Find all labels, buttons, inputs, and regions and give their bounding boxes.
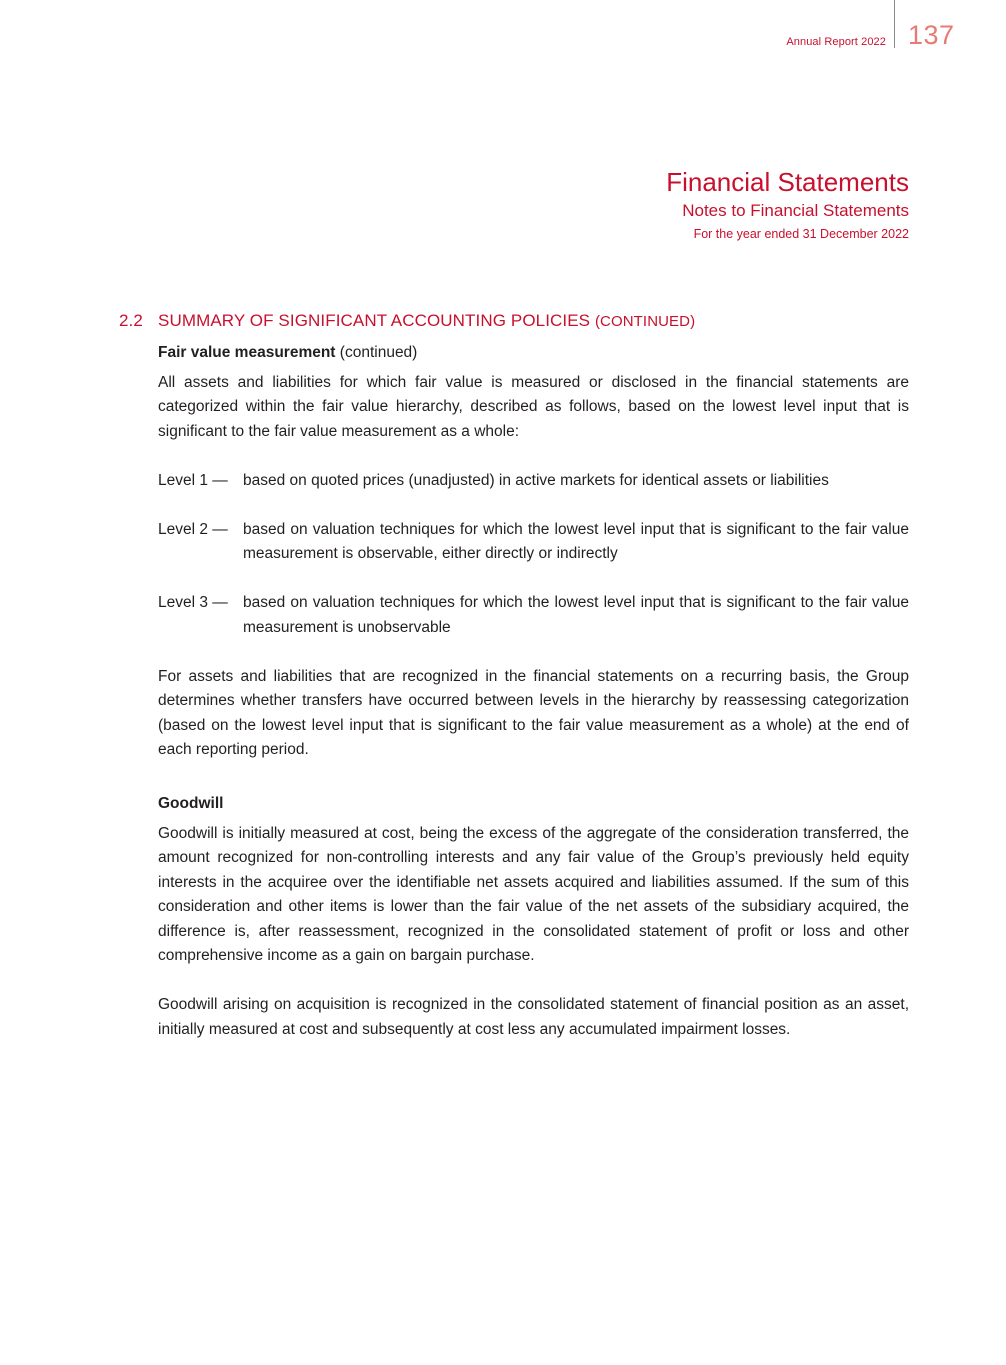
- section-number: 2.2: [119, 311, 143, 330]
- goodwill-subheading-title: Goodwill: [158, 795, 224, 812]
- annual-report-label: Annual Report 2022: [786, 36, 886, 48]
- goodwill-paragraph-2: Goodwill arising on acquisition is recognized in the consolidated statement of financial position as an asset, initially measured at cost and subsequently at cost less any accumulated impairment losses.: [158, 996, 909, 1038]
- page-title: Financial Statements: [666, 167, 909, 197]
- header-divider: [894, 0, 895, 48]
- fair-value-subheading-suffix: (continued): [339, 344, 418, 361]
- fair-value-subheading-title: Fair value measurement: [158, 344, 336, 361]
- fair-value-intro: All assets and liabilities for which fair value is measured or disclosed in the financial statements are categorized within the fair value hierarchy, described as follows, based on the lowest level input that is significant to the fair value measurement as a whole:: [158, 373, 909, 440]
- level-label: Level 2 —: [158, 520, 228, 538]
- recurring-basis-paragraph: For assets and liabilities that are recognized in the financial statements on a recurring basis, the Group determines whether transfers have occurred between levels in the hierarchy by reassessing categorization (based on the lowest level input that is significant to the fair value measurement as a whole) at the end of each reporting period.: [158, 667, 909, 758]
- goodwill-paragraph-1: Goodwill is initially measured at cost, being the excess of the aggregate of the consideration transferred, the amount recognized for non-controlling interests and any fair value of the Group’s previously held equity interests in the acquiree over the identifiable net assets acquired and liabilities assumed. If the sum of this consideration and other items is lower than the fair value of the net assets of the subsidiary acquired, the difference is, after reassessment, recognized in the consolidated statement of profit or loss and other comprehensive income as a gain on bargain purchase.: [158, 824, 909, 964]
- body-content: [158, 341, 909, 1042]
- level-text: based on quoted prices (unadjusted) in active markets for identical assets or liabilities: [243, 471, 829, 489]
- fair-value-subheading: [158, 341, 909, 366]
- section-title: SUMMARY OF SIGNIFICANT ACCOUNTING POLICIES: [158, 311, 591, 330]
- reporting-period: For the year ended 31 December 2022: [693, 227, 909, 241]
- level-text: based on valuation techniques for which the lowest level input that is significant to the fair value measurement is observable, either directly or indirectly: [243, 520, 909, 562]
- hierarchy-level-1: [158, 469, 909, 494]
- hierarchy-level-3: [158, 591, 909, 640]
- page-subtitle: Notes to Financial Statements: [682, 201, 909, 220]
- section-heading: [119, 311, 695, 331]
- level-text: based on valuation techniques for which the lowest level input that is significant to the fair value measurement is unobservable: [243, 594, 909, 636]
- goodwill-subheading: [158, 792, 909, 817]
- title-block: [666, 166, 909, 244]
- level-label: Level 1 —: [158, 471, 228, 489]
- page-number: 137: [908, 20, 955, 50]
- hierarchy-level-2: [158, 518, 909, 567]
- section-continued: (CONTINUED): [594, 313, 696, 330]
- level-label: Level 3 —: [158, 594, 228, 611]
